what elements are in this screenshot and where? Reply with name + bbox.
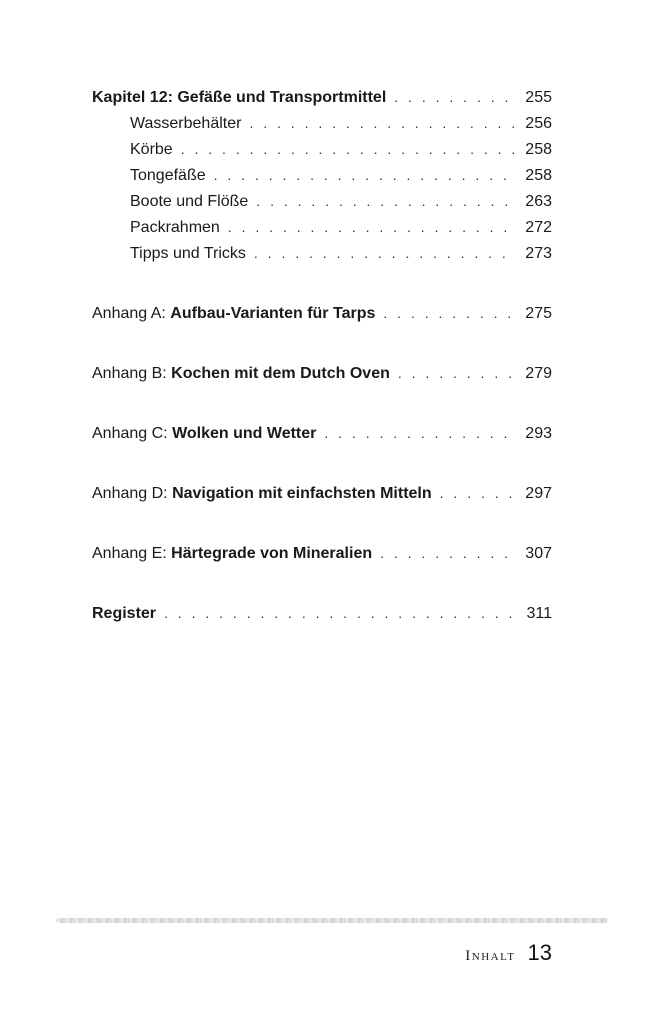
toc-entry-title: Kapitel 12: Gefäße und Transportmittel bbox=[92, 89, 387, 106]
page-footer bbox=[465, 940, 552, 966]
toc-entry-title: Tipps und Tricks bbox=[130, 245, 246, 262]
toc-entry-page: 258 bbox=[525, 167, 552, 184]
dot-leader bbox=[181, 136, 516, 162]
toc-entry-title: Tongefäße bbox=[130, 167, 206, 184]
toc-entry-packrahmen bbox=[92, 214, 552, 240]
dot-leader bbox=[383, 300, 516, 326]
toc-entry-page: 263 bbox=[525, 193, 552, 210]
dot-leader bbox=[324, 420, 516, 446]
dot-leader bbox=[398, 360, 516, 386]
running-footer-label: Inhalt bbox=[465, 948, 516, 964]
toc-entry-anhang-d bbox=[92, 480, 552, 506]
toc-entry-prefix: Anhang C: bbox=[92, 425, 173, 442]
toc-entry-title: Körbe bbox=[130, 141, 173, 158]
toc-entry-page: 293 bbox=[525, 425, 552, 442]
toc-entry-register bbox=[92, 600, 552, 626]
toc-entry-boote bbox=[92, 188, 552, 214]
toc-entry-title: Aufbau-Varianten für Tarps bbox=[170, 305, 376, 322]
toc-entry-anhang-b bbox=[92, 360, 552, 386]
toc-entry-page: 279 bbox=[525, 365, 552, 382]
toc-entry-title: Boote und Flöße bbox=[130, 193, 249, 210]
toc-entry-wasserbehaelter bbox=[92, 110, 552, 136]
toc-entry-page: 272 bbox=[525, 219, 552, 236]
dot-leader bbox=[228, 214, 516, 240]
toc-entry-prefix: Anhang E: bbox=[92, 545, 172, 562]
toc-entry-title: Navigation mit einfachsten Mitteln bbox=[172, 485, 432, 502]
dot-leader bbox=[249, 110, 516, 136]
toc-entry-page: 275 bbox=[525, 305, 552, 322]
toc-entry-title: Härtegrade von Mineralien bbox=[171, 545, 373, 562]
toc-entry-kapitel-12 bbox=[92, 84, 552, 110]
dot-leader bbox=[440, 480, 516, 506]
toc-entry-page: 255 bbox=[525, 89, 552, 106]
footer-rope-divider bbox=[56, 918, 608, 923]
toc-entry-tipps bbox=[92, 240, 552, 266]
toc-entry-title: Wasserbehälter bbox=[130, 115, 242, 132]
toc-entry-prefix: Anhang D: bbox=[92, 485, 173, 502]
toc-entry-title: Register bbox=[92, 605, 157, 622]
toc-entry-page: 297 bbox=[525, 485, 552, 502]
toc-entry-page: 273 bbox=[525, 245, 552, 262]
toc-entry-prefix: Anhang B: bbox=[92, 365, 172, 382]
toc-entry-anhang-c bbox=[92, 420, 552, 446]
dot-leader bbox=[394, 84, 516, 110]
dot-leader bbox=[380, 540, 516, 566]
toc-entry-anhang-a bbox=[92, 300, 552, 326]
dot-leader bbox=[254, 240, 516, 266]
dot-leader bbox=[164, 600, 516, 626]
page-number: 13 bbox=[527, 940, 552, 965]
toc-entry-prefix: Anhang A: bbox=[92, 305, 171, 322]
toc-entry-title: Kochen mit dem Dutch Oven bbox=[171, 365, 390, 382]
dot-leader bbox=[256, 188, 516, 214]
toc-entry-page: 311 bbox=[526, 605, 552, 622]
toc-entry-page: 256 bbox=[525, 115, 552, 132]
table-of-contents bbox=[92, 84, 552, 626]
toc-entry-title: Packrahmen bbox=[130, 219, 220, 236]
dot-leader bbox=[214, 162, 516, 188]
toc-entry-anhang-e bbox=[92, 540, 552, 566]
toc-entry-page: 307 bbox=[525, 545, 552, 562]
toc-entry-koerbe bbox=[92, 136, 552, 162]
toc-entry-title: Wolken und Wetter bbox=[172, 425, 317, 442]
toc-entry-page: 258 bbox=[525, 141, 552, 158]
toc-entry-tongefaesse bbox=[92, 162, 552, 188]
